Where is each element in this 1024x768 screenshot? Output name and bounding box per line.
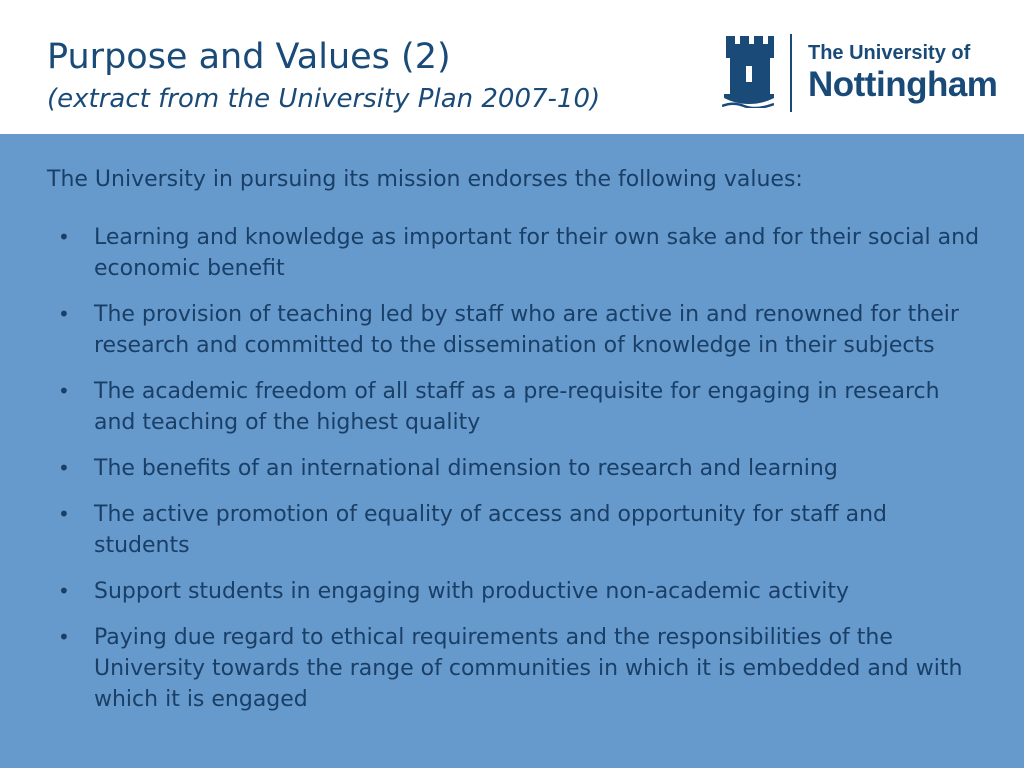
list-item-text: Paying due regard to ethical requirements and the responsibilities of the University towards the range of communities in which it is embedded and with which it is engaged — [94, 625, 963, 712]
slide-subtitle: (extract from the University Plan 2007-10) — [47, 84, 601, 114]
list-item — [0, 576, 1024, 607]
list-item — [0, 622, 1024, 715]
values-list — [0, 222, 1024, 730]
list-item-text: The provision of teaching led by staff who are active in and renowned for their research and committed to the dissemination of knowledge in their subjects — [94, 302, 959, 358]
list-item — [0, 299, 1024, 361]
list-item-text: Support students in engaging with productive non-academic activity — [94, 579, 849, 604]
list-item-text: The academic freedom of all staff as a pre-requisite for engaging in research and teaching of the highest quality — [94, 379, 940, 435]
slide-header — [0, 0, 1024, 134]
bullet-icon: • — [58, 579, 70, 603]
castle-icon — [722, 36, 774, 108]
list-item-text: Learning and knowledge as important for their own sake and for their social and economic benefit — [94, 225, 980, 281]
bullet-icon: • — [58, 502, 70, 526]
list-item — [0, 376, 1024, 438]
slide-title: Purpose and Values (2) — [47, 37, 451, 77]
logo-divider — [790, 34, 792, 112]
bullet-icon: • — [58, 302, 70, 326]
list-item-text: The benefits of an international dimension to research and learning — [94, 456, 838, 481]
slide-body — [0, 134, 1024, 768]
bullet-icon: • — [58, 225, 70, 249]
bullet-icon: • — [58, 456, 70, 480]
list-item-text: The active promotion of equality of access and opportunity for staff and students — [94, 502, 887, 558]
list-item — [0, 453, 1024, 484]
bullet-icon: • — [58, 625, 70, 649]
university-logo — [722, 32, 998, 114]
logo-nottingham: Nottingham — [808, 65, 998, 104]
logo-university-of: The University of — [808, 42, 971, 64]
intro-text: The University in pursuing its mission endorses the following values: — [47, 167, 803, 192]
list-item — [0, 222, 1024, 284]
list-item — [0, 499, 1024, 561]
bullet-icon: • — [58, 379, 70, 403]
